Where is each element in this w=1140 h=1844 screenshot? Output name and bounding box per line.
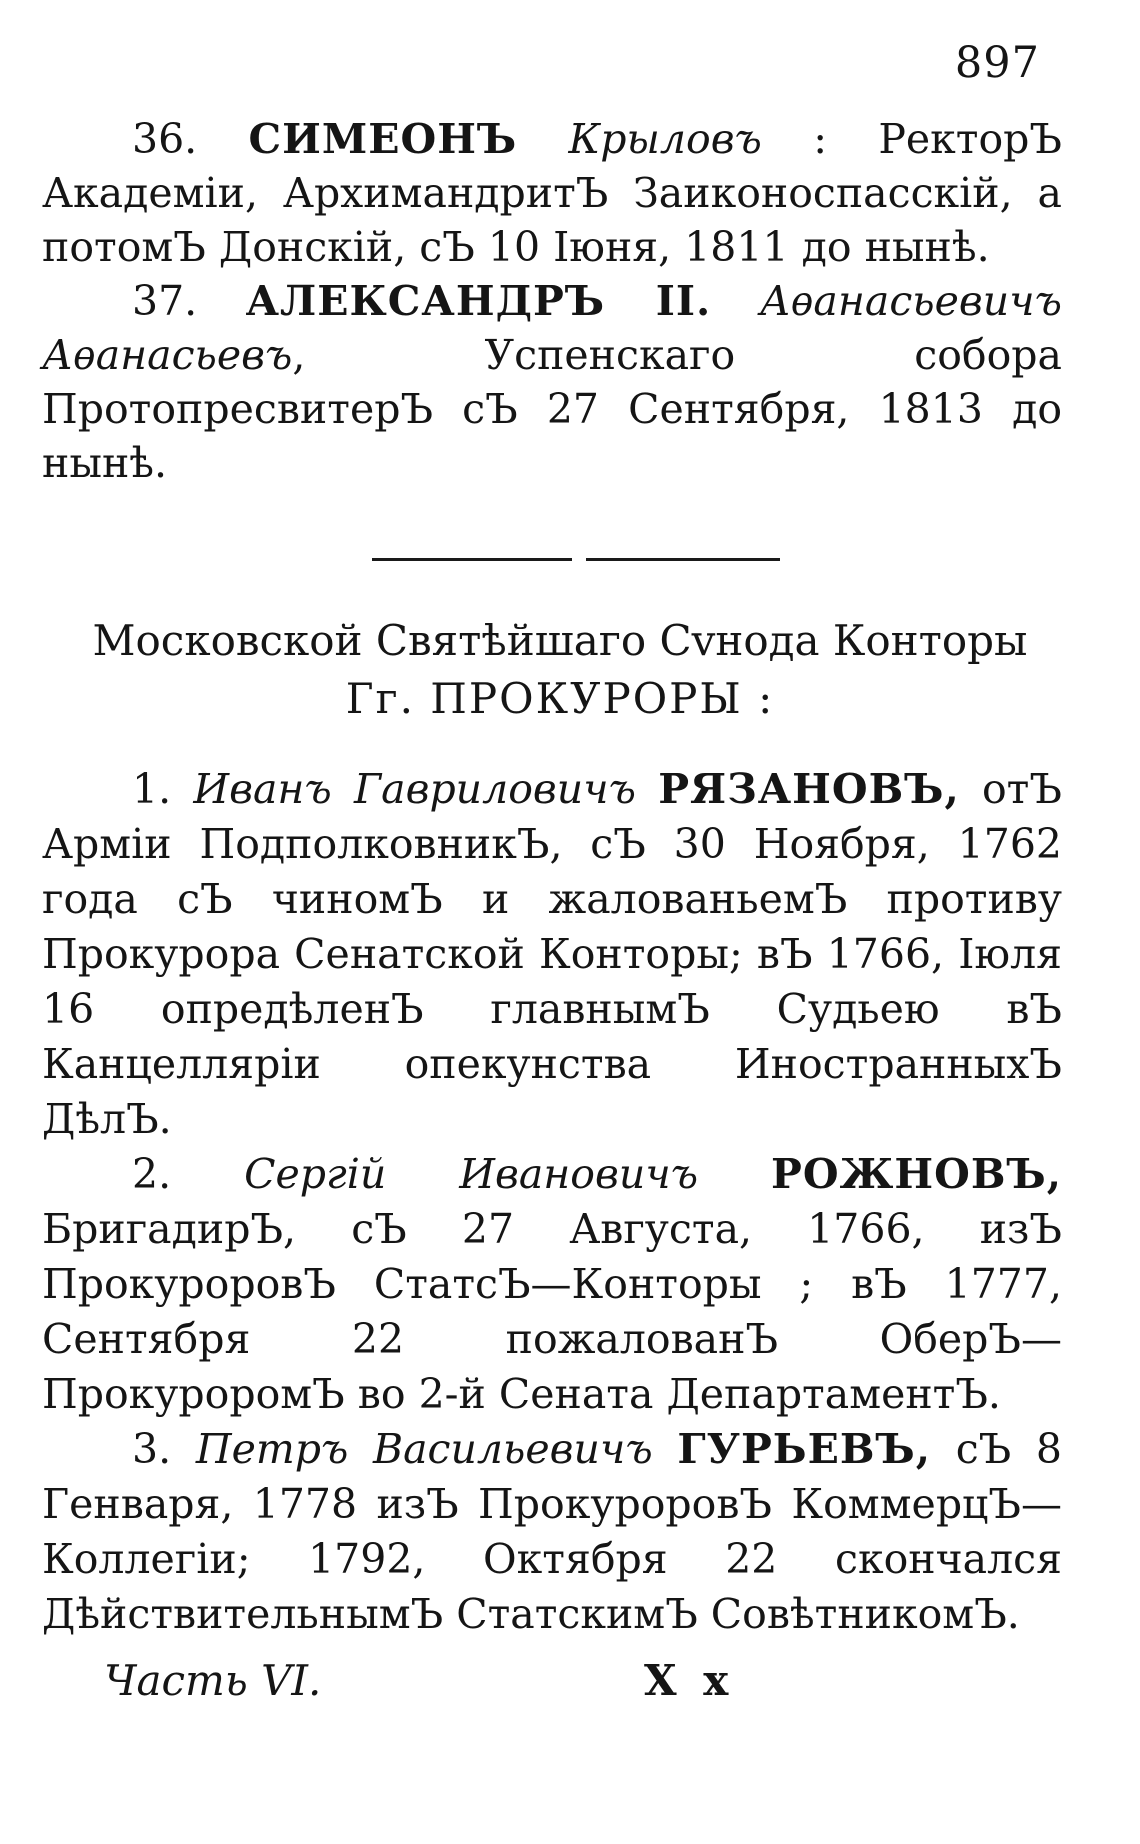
heading-line-1: Московской Святѣйшаго Сvнода Конторы <box>92 616 1028 665</box>
page-number: 897 <box>954 38 1040 88</box>
entry-surname: ГУРЬЕВЪ, <box>677 1425 932 1473</box>
entry-number: 1. <box>132 765 172 813</box>
entry-text: отЪ Арміи ПодполковникЪ, сЪ 30 Ноября, 1762 года сЪ чиномЪ и жалованьемЪ противу Прокурора Сенатской Конторы; вЪ 1766, Іюля 16 опредѣленЪ главнымЪ Судьею вЪ Канцелляріи опекунства ИностранныхЪ ДѣлЪ. <box>42 765 1062 1143</box>
entry-given-names: Сергій Ивановичъ <box>244 1150 699 1198</box>
prosecutors-list <box>42 762 1062 1642</box>
signature-mark: Х х <box>644 1656 735 1705</box>
entry-surname: РЯЗАНОВЪ, <box>658 765 960 813</box>
part-label: Часть VI. <box>104 1656 322 1705</box>
section-heading <box>40 612 1080 728</box>
entry-37 <box>42 274 1062 490</box>
entry-number: 2. <box>132 1150 172 1198</box>
clergy-list <box>42 112 1062 490</box>
prosecutor-entry-2 <box>42 1147 1062 1422</box>
prosecutor-entry-3 <box>42 1422 1062 1642</box>
heading-line-2: Гг. ПРОКУРОРЫ : <box>345 674 775 723</box>
page-footer <box>104 1656 1004 1705</box>
entry-text: : РекторЪ Академіи, АрхимандритЪ Заиконоспасскій, а потомЪ Донскій, сЪ 10 Іюня, 1811 до нынѣ. <box>42 115 1062 271</box>
entry-given-names: Иванъ Гавриловичъ <box>193 765 636 813</box>
entry-36 <box>42 112 1062 274</box>
entry-text: , Успенскаго собора ПротопресвитерЪ сЪ 27 Сентября, 1813 до нынѣ. <box>42 331 1062 487</box>
entry-text: БригадирЪ, сЪ 27 Августа, 1766, изЪ ПрокуроровЪ СтатсЪ—Конторы ; вЪ 1777, Сентября 22 пожалованЪ ОберЪ—ПрокуроромЪ во 2-й Сената ДепартаментЪ. <box>42 1205 1062 1418</box>
entry-surname: Крыловъ <box>568 115 762 163</box>
entry-number: 36. <box>132 115 198 163</box>
entry-given-names: Петръ Васильевичъ <box>195 1425 653 1473</box>
entry-name: АЛЕКСАНДРЪ II. <box>245 277 712 325</box>
prosecutor-entry-1 <box>42 762 1062 1147</box>
entry-text: сЪ 8 Генваря, 1778 изЪ ПрокуроровЪ КоммерцЪ—Коллегіи; 1792, Октября 22 скончался ДѣйствительнымЪ СтатскимЪ СовѣтникомЪ. <box>42 1425 1062 1638</box>
entry-name: СИМЕОНЪ <box>248 115 518 163</box>
entry-patronymic-surname: Аѳанасьевичъ Аѳанасьевъ <box>42 277 1062 379</box>
entry-surname: РОЖНОВЪ, <box>771 1150 1062 1198</box>
entry-number: 37. <box>132 277 198 325</box>
entry-number: 3. <box>132 1425 172 1473</box>
section-divider <box>372 558 780 561</box>
